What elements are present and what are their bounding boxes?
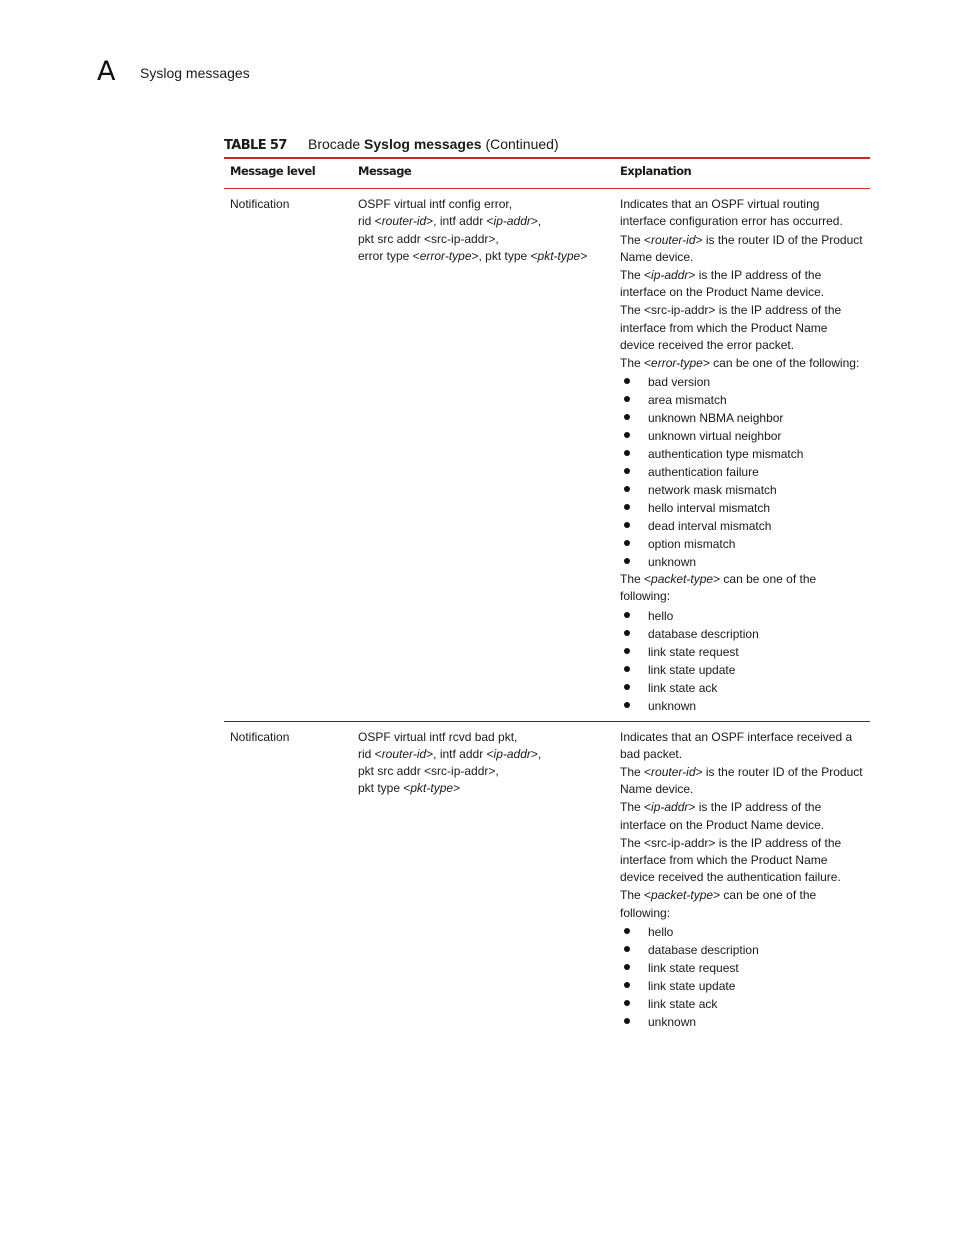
bullet-icon <box>624 702 630 708</box>
list-item <box>620 625 864 643</box>
text-run: The < <box>620 800 652 815</box>
list-item <box>620 697 864 715</box>
text-run: > can be one of the following: <box>620 888 817 920</box>
text-run: pkt type < <box>358 781 411 796</box>
message-cell <box>352 721 614 1037</box>
text-run: ip-addr <box>493 214 531 229</box>
explanation-paragraph <box>620 267 864 301</box>
appendix-letter: A <box>97 56 116 87</box>
text-run: The < <box>620 232 652 247</box>
text-run: rid < <box>358 214 382 229</box>
explanation-cell <box>614 721 870 1037</box>
list-item-text: network mask mismatch <box>648 483 777 498</box>
list-item-text: unknown <box>648 1014 697 1029</box>
text-run: The < <box>620 765 652 780</box>
list-item <box>620 391 864 409</box>
list-item <box>620 995 864 1013</box>
text-run: > can be one of the following: <box>702 356 860 371</box>
list-item <box>620 643 864 661</box>
list-item-text: bad version <box>648 375 711 390</box>
list-item-text: unknown <box>648 555 697 570</box>
message-line <box>358 248 608 265</box>
list-item-text: option mismatch <box>648 537 736 552</box>
text-run: The <src-ip-addr> is the IP address of the interface from which the Product Name device received the authentication failure. <box>620 835 842 885</box>
list-item-text: database description <box>648 942 759 957</box>
list-item <box>620 499 864 517</box>
list-item <box>620 409 864 427</box>
explanation-paragraph <box>620 302 864 354</box>
bullet-list <box>620 373 864 571</box>
text-run: router-id <box>651 765 696 780</box>
bullet-icon <box>624 450 630 456</box>
list-item <box>620 1013 864 1031</box>
bullet-icon <box>624 684 630 690</box>
list-item <box>620 463 864 481</box>
text-run: > is the router ID of the Product Name device. <box>620 765 863 797</box>
text-run: > is the router ID of the Product Name device. <box>620 232 863 264</box>
list-item-text: database description <box>648 626 759 641</box>
list-item <box>620 959 864 977</box>
column-header-message: Message <box>352 158 614 189</box>
bullet-icon <box>624 928 630 934</box>
text-run: >, intf addr < <box>426 214 494 229</box>
text-run: >, <box>530 214 542 229</box>
syslog-table <box>224 157 870 1037</box>
message-line <box>358 763 608 780</box>
text-run: pkt-type <box>537 248 581 263</box>
text-run: pkt-type <box>410 781 454 796</box>
text-run: >, pkt type < <box>471 248 538 263</box>
table-header-row <box>224 158 870 189</box>
text-run: pkt src addr <src-ip-addr>, <box>358 231 499 246</box>
bullet-list <box>620 923 864 1031</box>
caption-bold: Syslog messages <box>364 136 482 152</box>
list-item-text: link state ack <box>648 996 718 1011</box>
list-item-text: hello <box>648 924 674 939</box>
message-level-cell: Notification <box>230 197 290 212</box>
text-run: rid < <box>358 746 382 761</box>
explanation-cell <box>614 189 870 721</box>
list-item-text: authentication failure <box>648 465 759 480</box>
bullet-icon <box>624 946 630 952</box>
list-item-text: unknown NBMA neighbor <box>648 411 784 426</box>
list-item <box>620 427 864 445</box>
explanation-paragraph <box>620 355 864 372</box>
table-row <box>224 189 870 721</box>
message-line <box>358 746 608 763</box>
bullet-icon <box>624 666 630 672</box>
caption-suffix: (Continued) <box>481 136 559 152</box>
message-line <box>358 231 608 248</box>
list-item <box>620 553 864 571</box>
text-run: router-id <box>651 232 696 247</box>
text-run: OSPF virtual intf config error, <box>358 197 513 212</box>
message-line <box>358 196 608 213</box>
bullet-icon <box>624 982 630 988</box>
list-item <box>620 373 864 391</box>
table-body <box>224 189 870 1037</box>
list-item-text: link state update <box>648 662 736 677</box>
bullet-icon <box>624 558 630 564</box>
list-item-text: dead interval mismatch <box>648 519 772 534</box>
text-run: router-id <box>381 746 427 761</box>
text-run: ip-addr <box>493 746 531 761</box>
bullet-icon <box>624 540 630 546</box>
list-item-text: unknown virtual neighbor <box>648 429 782 444</box>
text-run: The < <box>620 572 652 587</box>
explanation-paragraph <box>620 887 864 921</box>
list-item-text: link state request <box>648 960 739 975</box>
text-run: The < <box>620 888 652 903</box>
text-run: packet-type <box>651 572 714 587</box>
text-run: Indicates that an OSPF virtual routing interface configuration error has occurred. <box>620 197 843 229</box>
message-level-cell: Notification <box>224 721 352 1037</box>
text-run: packet-type <box>651 888 714 903</box>
explanation-paragraph <box>620 729 864 763</box>
column-header-message-level: Message level <box>224 158 352 189</box>
list-item <box>620 481 864 499</box>
explanation-paragraph <box>620 799 864 833</box>
table-caption <box>224 136 559 153</box>
text-run: > <box>580 248 588 263</box>
list-item-text: link state update <box>648 978 736 993</box>
bullet-icon <box>624 468 630 474</box>
list-item <box>620 607 864 625</box>
list-item <box>620 535 864 553</box>
explanation-paragraph <box>620 232 864 266</box>
explanation-paragraph <box>620 764 864 798</box>
bullet-icon <box>624 504 630 510</box>
text-run: ip-addr <box>651 800 689 815</box>
text-run: OSPF virtual intf rcvd bad pkt, <box>358 729 518 744</box>
text-run: pkt src addr <src-ip-addr>, <box>358 764 499 779</box>
list-item <box>620 517 864 535</box>
section-title: Syslog messages <box>140 65 250 81</box>
table-row <box>224 721 870 1037</box>
bullet-icon <box>624 396 630 402</box>
text-run: >, <box>530 746 542 761</box>
list-item-text: authentication type mismatch <box>648 447 804 462</box>
list-item <box>620 977 864 995</box>
text-run: > <box>453 781 461 796</box>
list-item <box>620 679 864 697</box>
list-item-text: hello <box>648 608 674 623</box>
bullet-icon <box>624 432 630 438</box>
list-item <box>620 941 864 959</box>
list-item-text: link state request <box>648 644 739 659</box>
bullet-icon <box>624 414 630 420</box>
message-line <box>358 213 608 230</box>
bullet-list <box>620 607 864 715</box>
list-item-text: link state ack <box>648 680 718 695</box>
list-item-text: area mismatch <box>648 393 727 408</box>
explanation-paragraph <box>620 571 864 605</box>
text-run: The <src-ip-addr> is the IP address of the interface from which the Product Name device received the error packet. <box>620 303 842 352</box>
list-item <box>620 923 864 941</box>
bullet-icon <box>624 630 630 636</box>
list-item <box>620 445 864 463</box>
text-run: error-type <box>651 356 703 371</box>
text-run: > is the IP address of the interface on the Product Name device. <box>620 800 825 832</box>
bullet-icon <box>624 378 630 384</box>
message-line <box>358 780 608 797</box>
message-cell <box>352 189 614 721</box>
caption-prefix: Brocade <box>308 136 365 152</box>
text-run: > is the IP address of the interface on the Product Name device. <box>620 268 825 300</box>
explanation-paragraph <box>620 835 864 887</box>
bullet-icon <box>624 486 630 492</box>
bullet-icon <box>624 648 630 654</box>
message-line <box>358 729 608 746</box>
column-header-explanation: Explanation <box>614 158 870 189</box>
text-run: router-id <box>381 214 427 229</box>
list-item-text: hello interval mismatch <box>648 501 771 516</box>
text-run: The < <box>620 356 652 371</box>
table-number: TABLE 57 <box>224 138 287 153</box>
bullet-icon <box>624 964 630 970</box>
text-run: error type < <box>358 248 420 263</box>
text-run: >, intf addr < <box>426 746 494 761</box>
text-run: > can be one of the following: <box>620 572 817 604</box>
bullet-icon <box>624 612 630 618</box>
text-run: ip-addr <box>651 268 689 283</box>
bullet-icon <box>624 1000 630 1006</box>
text-run: The < <box>620 268 652 283</box>
explanation-paragraph <box>620 196 864 230</box>
list-item <box>620 661 864 679</box>
list-item-text: unknown <box>648 698 697 713</box>
bullet-icon <box>624 522 630 528</box>
bullet-icon <box>624 1018 630 1024</box>
text-run: Indicates that an OSPF interface received a bad packet. <box>620 729 853 761</box>
text-run: error-type <box>419 248 472 263</box>
